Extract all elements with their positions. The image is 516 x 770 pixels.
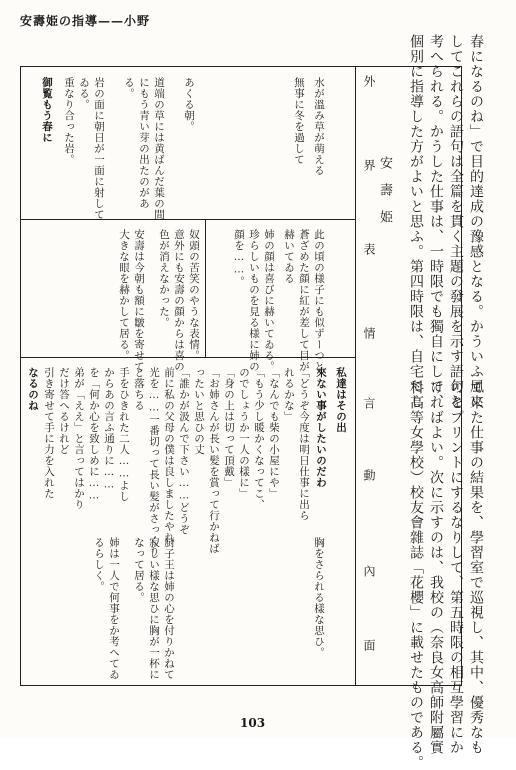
outer-cell: 色が消えなかった。 <box>158 229 170 328</box>
heading-outer: 外界表情 <box>362 75 376 411</box>
speech-cell: なるのね <box>27 367 39 411</box>
author-name: 安壽姫 <box>377 156 392 237</box>
speech-cell: からあの言ふ通りに…… <box>103 367 115 491</box>
speech-cell: 來ない事がしたいのだわ <box>315 367 327 488</box>
body-bottom-line-2: のをプリントにするなりして、第五時限の相互學習にか <box>448 380 464 755</box>
body-line-3: 考へられる。かうした仕事は、一時限でも獨自にして、 <box>428 34 444 409</box>
speech-cell: 手をひきれた二人……よし <box>118 367 130 502</box>
speech-cell: 光を……一番切って長い髪がさっくり <box>148 367 160 557</box>
speech-cell: 御覧もう春に <box>41 77 53 143</box>
analysis-table <box>20 66 462 713</box>
speech-cell: 引き寄せて手に力を入れた <box>43 367 55 499</box>
body-line-1: 春になるのね」で目的達成の豫感となる。かういふ風に <box>468 34 484 409</box>
body-bottom-line-3: ければよい。次に示すのは、我校の（奈良女高師附屬實 <box>428 380 444 755</box>
speech-cell: 「どうぞ今度は明日仕事に出ら <box>298 367 310 521</box>
outer-cell: 道端の草には黄ばんだ葉の間 <box>153 77 165 220</box>
outer-cell: 安壽は今朝も額に皺を寄せて <box>133 229 145 372</box>
outer-cell: る。 <box>123 77 135 99</box>
row-divider <box>21 219 355 220</box>
outer-cell: あくる朝。 <box>183 77 195 132</box>
outer-cell: 珍らしいものを見る様に姉の <box>248 229 260 372</box>
speech-cell: のでしょうか一人の樣に」 <box>238 367 250 499</box>
outer-cell: ゐる。 <box>78 77 90 110</box>
inner-cell: 姉は一人で何事をか考へてゐ <box>108 537 120 680</box>
speech-cell: と落ちる <box>133 367 145 411</box>
speech-cell: 「お姉さんが長い髪を賞って行かねば <box>208 367 220 554</box>
speech-cell: れるかな」 <box>283 367 295 422</box>
speech-cell: を「何か心を致しめに…… <box>88 367 100 502</box>
outer-cell: 奴頭の苦笑のやうな表情。 <box>188 229 200 361</box>
outer-cell: 赫いてゐる <box>283 229 295 284</box>
inner-cell: 胸をさられる樣な思ひ。 <box>313 537 325 658</box>
col-divider <box>205 219 206 357</box>
heading-speech: 言動 <box>362 397 376 541</box>
outer-cell: 無事に冬を過して <box>293 77 305 165</box>
body-bottom-line-1: て來た仕事の結果を、學習室で巡視し、其中、優秀なも <box>468 380 484 755</box>
outer-cell: 重なり合った岩。 <box>63 77 75 165</box>
running-header: 安壽姫の指導——小野 <box>20 14 151 28</box>
outer-cell: 大きな眼を赫かして居る。 <box>118 229 130 361</box>
body-bottom-line-4: 科高等女學校）校友會雜誌「花櫻」に載せたものである。 <box>408 380 424 770</box>
speech-cell: ったいと思ひの丈 <box>193 367 205 455</box>
outer-cell: 顔を……。 <box>233 229 245 287</box>
outer-cell: 岩の面に朝日が一面に射して <box>93 77 105 220</box>
inner-cell: 厨子王は姉の心を付りかねて <box>163 537 175 680</box>
body-line-2: してこれらの語句は全篇を貫く主題の發展を示す語句と <box>448 34 464 409</box>
inner-cell: 寂しい樣な思ひに胸が一杯に <box>148 537 160 680</box>
heading-inner: 內面 <box>362 565 376 713</box>
inner-cell: るらしく。 <box>93 537 105 592</box>
outer-cell: 此の頃の様子にも似ずーつと <box>313 229 325 372</box>
outer-cell: 意外にも安壽の顔からは喜の <box>173 229 185 372</box>
outer-cell: 水が溫み草が萌える <box>313 77 325 176</box>
speech-cell: 「誰かが汲んで下さい……どうぞ <box>178 367 190 535</box>
speech-cell: 「なんでも柴の小屋にや」 <box>268 367 280 499</box>
outer-cell: 蒼ざめた顔に紅が差して目が <box>298 229 310 372</box>
speech-cell: 「身の上は切って頂戴」 <box>223 367 235 488</box>
speech-cell: だけ答へるけれど <box>58 367 70 455</box>
speech-cell: 「もう少し暖かくなってこ、 <box>253 367 265 510</box>
inner-cell: なって居る。 <box>133 537 145 603</box>
speech-cell: 私達はその出 <box>335 367 347 433</box>
speech-cell: 弟が「ええ」と言ってはかり <box>73 367 85 510</box>
outer-cell: 姉の顔は喜びに赫いてゐる。 <box>263 229 275 372</box>
page-number: 103 <box>240 716 266 730</box>
speech-cell: 前に私の父母の僕は良しましたやれ <box>163 367 175 543</box>
outer-cell: にもう青い芽の出たのがあ <box>138 77 150 209</box>
body-line-4: 個別に指導した方がよいと思ふ。第四時限は、自宅でし <box>408 34 424 409</box>
